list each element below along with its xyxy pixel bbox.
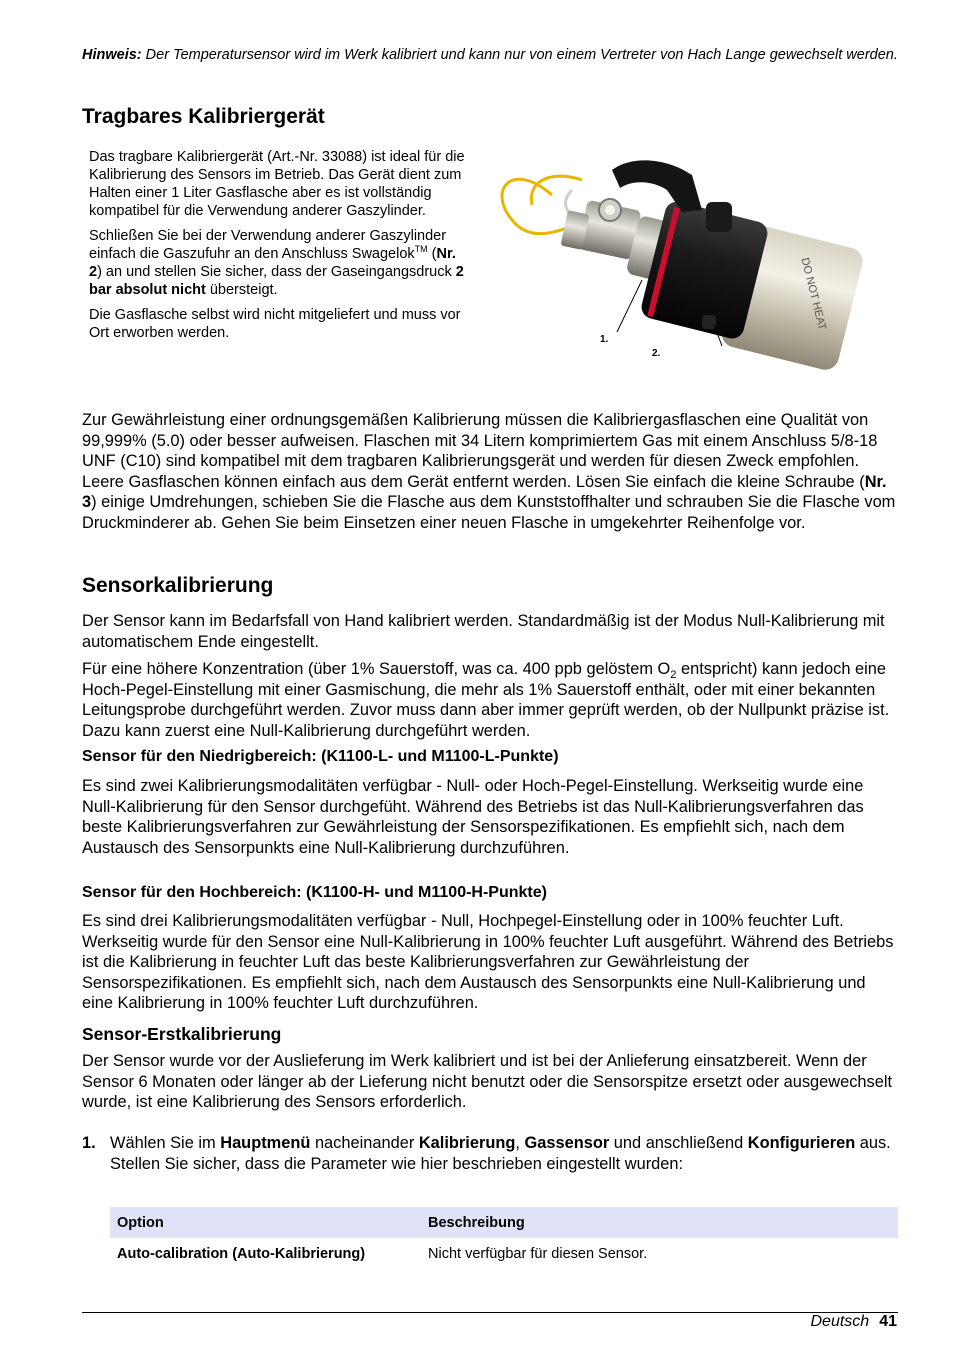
section-title-sensor-calibration: Sensorkalibrierung [82, 574, 274, 597]
trademark-mark: TM [414, 244, 428, 254]
table-row [110, 1238, 898, 1269]
calibrator-photo [492, 150, 887, 375]
step-number: 1. [82, 1134, 96, 1152]
high-range-para: Es sind drei Kalibrierungsmodalitäten verfügbar - Null, Hochpegel-Einstellung oder in 100% feuchter Luft. Werkseitig wurde für den Sensor eine Null-Kalibrierung in 100% feuchter Luft ausgeführt. Während des Betriebs ist die Kalibrierung in feuchter Luft das beste Kalibrierungsverfahren zur Gewährleistung der Sensorspezifikationen. Es empfiehlt sich, nach dem Austausch des Sensorpunkts eine Null-Kalibrierung und eine Kalibrierung in 100% feuchter Luft durchzuführen. [82, 912, 894, 1012]
page-number: 41 [879, 1313, 897, 1330]
page-footer [811, 1313, 898, 1331]
first-calibration-para: Der Sensor wurde vor der Auslieferung im Werk kalibriert und ist bei der Anlieferung einsatzbereit. Wenn der Sensor 6 Monaten oder länger ab der Lieferung nicht benutzt oder die Sensorspitze ersetzt oder ausgewechselt wurde, ist eine Kalibrierung des Sensors erforderlich. [82, 1052, 893, 1111]
cell-option: Auto-calibration (Auto-Kalibrierung) [117, 1245, 366, 1262]
footer-divider [82, 1312, 898, 1313]
calibrator-illustration [492, 150, 887, 375]
figure-label-2: 2. [652, 348, 661, 359]
note [82, 46, 898, 65]
table-header [110, 1207, 898, 1238]
subscript-2: 2 [670, 669, 677, 681]
heading-low-range: Sensor für den Niedrigbereich: (K1100-L- und M1100-L-Punkte) [82, 748, 559, 765]
options-table [110, 1207, 898, 1269]
calibration-gas-para: Zur Gewährleistung einer ordnungsgemäßen Kalibrierung müssen die Kalibriergasflaschen eine Qualität von 99,999% (5.0) oder besser aufweisen. Flaschen mit 34 Litern komprimiertem Gas mit einem Anschluss 5/8-18 UNF (C10) sind kompatibel mit dem tragbaren Kalibrierungsgerät und werden für diesen Zweck empfohlen. Leere Gasflaschen können einfach aus dem Gerät entfernt werden. Lösen Sie einfach die kleine Schraube (Nr. 3) einige Umdrehungen, schieben Sie die Flasche aus dem Kunststoffhalter und schrauben Sie die Flasche vom Druckminderer ab. Gehen Sie beim Einsetzen einer neuen Flasche in umgekehrter Reihenfolge vor. [82, 411, 896, 532]
cylinder-label-text: DO NOT HEAT [798, 256, 829, 332]
cell-description: Nicht verfügbar für diesen Sensor. [428, 1245, 648, 1262]
sensor-cal-para-2: Für eine höhere Konzentration (über 1% Sauerstoff, was ca. 400 ppb gelöstem $O_2$ entspricht) kann jedoch eine Hoch-Pegel-Einstellung mit einer Gasmischung, die mehr als 1% Sauerstoff enthält, oder mit einer bekannten Leitungsprobe durchgeführt werden. Zuvor muss dann aber immer geprüft werden, ob der Nullpunkt präzise ist. Dazu kann zuerst eine Null-Kalibrierung durchgeführt werden. [82, 660, 890, 740]
footer-language: Deutsch [810, 1313, 870, 1330]
calibrator-description [89, 148, 469, 349]
section-title-calibrator: Tragbares Kalibriergerät [82, 105, 325, 128]
calibrator-para-3: Die Gasflasche selbst wird nicht mitgeliefert und muss vor Ort erworben werden. [89, 307, 461, 341]
header-option: Option [117, 1214, 164, 1231]
note-label: Hinweis: [82, 47, 142, 63]
low-range-para: Es sind zwei Kalibrierungsmodalitäten verfügbar - Null- oder Hoch-Pegel-Einstellung. Werkseitig wurde eine Null-Kalibrierung für den Sensor durchgefüht. Während des Betriebs ist das Null-Kalibrierungsverfahren das beste Kalibrierungsverfahren zur Gewährleistung der Sensorspezifikationen. Es empfiehlt sich, nach dem Austausch des Sensorpunkts eine Null-Kalibrierung durchzuführen. [82, 777, 864, 857]
sensor-cal-para-1: Der Sensor kann im Bedarfsfall von Hand kalibriert werden. Standardmäßig ist der Modus Null-Kalibrierung mit automatischem Ende eingestellt. [82, 612, 885, 651]
calibrator-para-2: Schließen Sie bei der Verwendung anderer Gaszylinder einfach die Gaszufuhr an den Anschluss Swagelok™ (Nr. 2) an und stellen Sie sicher, dass der Gaseingangsdruck 2 bar absolut nicht übersteigt. [89, 228, 464, 298]
header-description: Beschreibung [428, 1214, 525, 1231]
calibrator-para-1: Das tragbare Kalibriergerät (Art.-Nr. 33088) ist ideal für die Kalibrierung des Sensors im Betrieb. Das Gerät dient zum Halten einer 1 Liter Gasflasche aber es ist vollständig kompatibel für die Verwendung anderer Gaszylinder. [89, 149, 465, 219]
note-text: Der Temperatursensor wird im Werk kalibriert und kann nur von einem Vertreter von Hach Lange gewechselt werden. [141, 47, 898, 63]
figure-label-1: 1. [600, 334, 609, 345]
heading-first-calibration: Sensor-Erstkalibrierung [82, 1024, 282, 1044]
step-text: Wählen Sie im Hauptmenü nacheinander Kalibrierung, Gassensor und anschließend Konfigurieren aus. Stellen Sie sicher, dass die Parameter wie hier beschrieben eingestellt wurden: [110, 1134, 891, 1173]
heading-high-range: Sensor für den Hochbereich: (K1100-H- und M1100-H-Punkte) [82, 884, 547, 901]
